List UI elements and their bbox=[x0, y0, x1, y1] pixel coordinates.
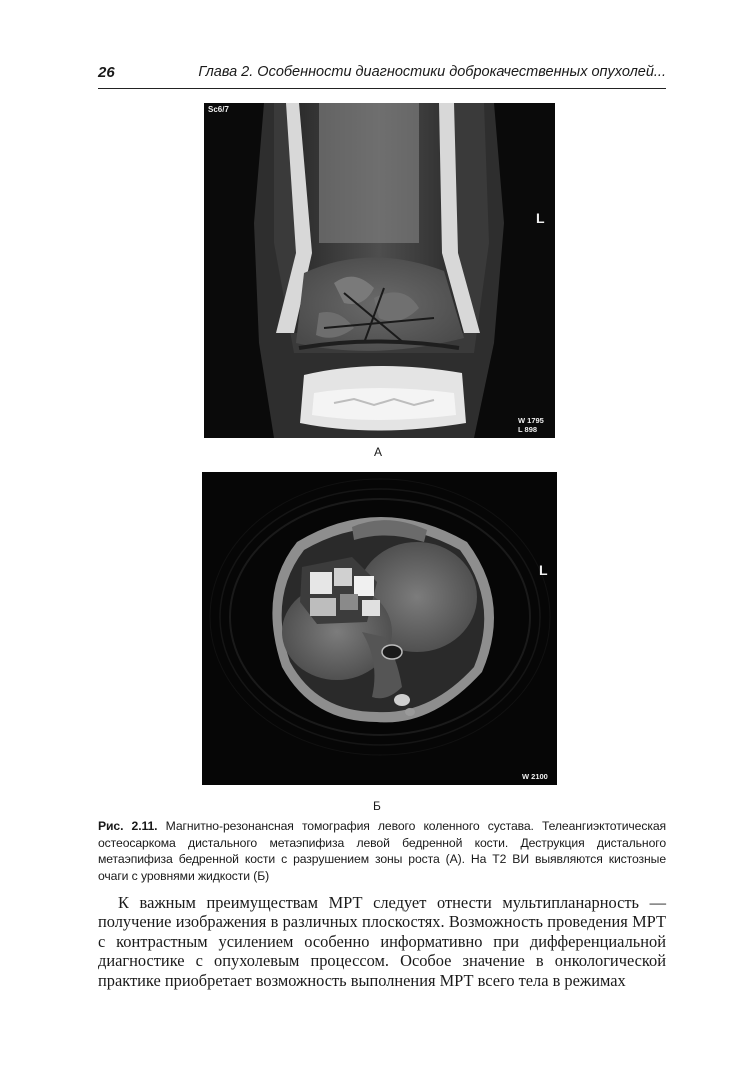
caption-label: Рис. 2.11. bbox=[98, 819, 158, 833]
running-header bbox=[98, 62, 666, 89]
series-label: Sc6/7 bbox=[208, 105, 229, 114]
figure-caption bbox=[98, 818, 666, 884]
body-paragraph: К важным преимуществам МРТ следует отнести мультипланарность — получение изображения в различных плоскостях. Возможность проведения МРТ с контрастным усилением особенно информативно при дифференциальной диагностике с опухолевым процессом. Особое значение в онкологической практике приобретает возможность выполнения МРТ всего тела в режимах bbox=[98, 893, 666, 990]
mri-coronal-image bbox=[204, 103, 555, 438]
side-marker-b: L bbox=[539, 562, 548, 578]
window-width-a: W 1795 bbox=[518, 416, 544, 425]
side-marker-a: L bbox=[536, 210, 545, 226]
window-width-b: W 2100 bbox=[522, 772, 548, 781]
window-level-a: L 898 bbox=[518, 425, 538, 434]
panel-label-b: Б bbox=[373, 799, 381, 813]
coronal-knee-illustration bbox=[204, 103, 555, 438]
window-settings-b bbox=[522, 772, 548, 781]
axial-knee-illustration bbox=[202, 472, 557, 785]
caption-text: Магнитно-резонансная томография левого коленного сустава. Телеангиэктотическая остеосаркома дистального метаэпифиза левой бедренной кости. Деструкция дистального метаэпифиза бедренной кости с разрушением зоны роста (А). На Т2 ВИ выявляются кистозные очаги с уровнями жидкости (Б) bbox=[98, 819, 666, 883]
page-number: 26 bbox=[98, 64, 115, 81]
chapter-title: Глава 2. Особенности диагностики доброкачественных опухолей... bbox=[198, 64, 666, 80]
mri-axial-image bbox=[202, 472, 557, 785]
window-settings-a bbox=[518, 416, 544, 434]
panel-label-a: А bbox=[374, 445, 383, 459]
